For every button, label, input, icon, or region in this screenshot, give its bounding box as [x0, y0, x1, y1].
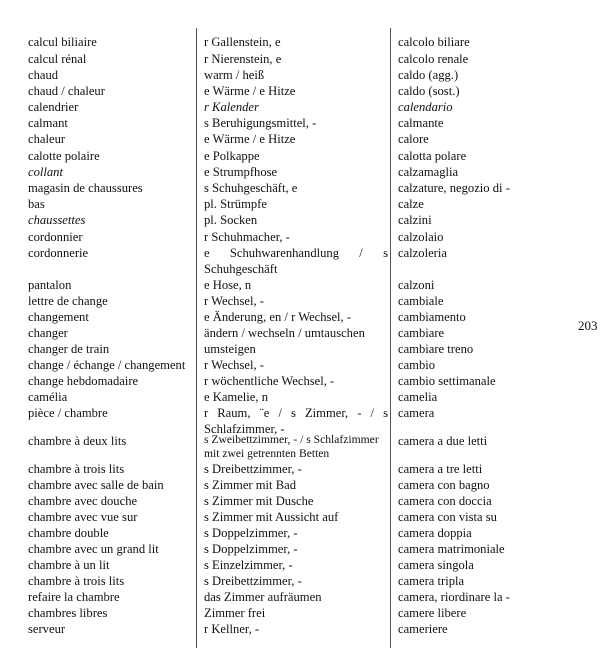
french-term: collant — [28, 165, 63, 179]
french-term: changement — [28, 310, 89, 324]
french-term: calotte polaire — [28, 149, 100, 163]
french-term: chambre à deux lits — [28, 434, 127, 448]
italian-term: cambiare — [398, 326, 445, 340]
german-term: e Änderung, en / r Wechsel, - — [204, 310, 352, 324]
german-term: s Zimmer mit Bad — [204, 478, 296, 492]
german-term: das Zimmer aufräumen — [204, 590, 322, 604]
french-term: chambres libres — [28, 606, 108, 620]
french-term: changer — [28, 326, 68, 340]
italian-term: cambiale — [398, 294, 444, 308]
german-term: s Doppelzimmer, - — [204, 542, 298, 556]
german-term: Zimmer frei — [204, 606, 266, 620]
french-term: chaussettes — [28, 213, 86, 227]
italian-term: cambio settimanale — [398, 374, 496, 388]
german-term: s Doppelzimmer, - — [204, 526, 298, 540]
italian-term: calzamaglia — [398, 165, 459, 179]
italian-term: caldo (sost.) — [398, 84, 460, 98]
german-term: s Schuhgeschäft, e — [204, 181, 298, 195]
italian-term: calore — [398, 132, 429, 146]
german-term: r Wechsel, - — [204, 294, 264, 308]
german-term: s Zweibettzimmer, - / s Schlafzimmer mit zwei getrennten Betten — [204, 433, 379, 460]
german-term: warm / heiß — [204, 68, 265, 82]
italian-term: camelia — [398, 390, 438, 404]
german-term: e Wärme / e Hitze — [204, 84, 296, 98]
french-term: bas — [28, 197, 45, 211]
italian-term: cameriere — [398, 622, 448, 636]
german-term: ändern / wechseln / umtauschen — [204, 326, 365, 340]
german-term: s Zimmer mit Dusche — [204, 494, 314, 508]
italian-term: calcolo renale — [398, 52, 469, 66]
italian-term: camera con bagno — [398, 478, 490, 492]
italian-term: camere libere — [398, 606, 467, 620]
french-term: cordonnerie — [28, 246, 89, 260]
german-term: e Schuhwarenhandlung / s Schuhgeschäft — [204, 246, 388, 277]
french-term: change / échange / changement — [28, 358, 186, 372]
italian-term: camera matrimoniale — [398, 542, 505, 556]
french-term: chaud — [28, 68, 59, 82]
french-term: cordonnier — [28, 230, 83, 244]
column-divider — [390, 28, 391, 648]
italian-term: calzature, negozio di - — [398, 181, 510, 195]
french-term: calendrier — [28, 100, 79, 114]
french-term: chambre à trois lits — [28, 574, 125, 588]
italian-term: camera doppia — [398, 526, 472, 540]
italian-term: cambiare treno — [398, 342, 474, 356]
german-term: r Kellner, - — [204, 622, 260, 636]
german-term: r Wechsel, - — [204, 358, 264, 372]
french-term: chambre double — [28, 526, 109, 540]
french-term: chambre avec un grand lit — [28, 542, 159, 556]
italian-term: calcolo biliare — [398, 35, 470, 49]
german-term: s Dreibettzimmer, - — [204, 462, 302, 476]
french-term: change hebdomadaire — [28, 374, 139, 388]
french-term: changer de train — [28, 342, 110, 356]
german-term: umsteigen — [204, 342, 256, 356]
german-term: r Gallenstein, e — [204, 35, 281, 49]
italian-term: calzoleria — [398, 246, 447, 260]
french-term: lettre de change — [28, 294, 108, 308]
french-term: chaleur — [28, 132, 66, 146]
italian-term: cambio — [398, 358, 436, 372]
french-term: calcul biliaire — [28, 35, 97, 49]
french-term: chambre avec vue sur — [28, 510, 138, 524]
italian-term: caldo (agg.) — [398, 68, 459, 82]
french-term: chaud / chaleur — [28, 84, 105, 98]
italian-term: camera — [398, 406, 435, 420]
german-term: s Beruhigungsmittel, - — [204, 116, 317, 130]
german-term: r Kalender — [204, 100, 259, 114]
german-term: s Einzelzimmer, - — [204, 558, 293, 572]
french-term: serveur — [28, 622, 66, 636]
page-number: 203 — [578, 318, 598, 333]
german-term: e Polkappe — [204, 149, 260, 163]
french-term: chambre avec douche — [28, 494, 138, 508]
french-term: calcul rénal — [28, 52, 87, 66]
italian-term: cambiamento — [398, 310, 466, 324]
italian-term: calzoni — [398, 278, 435, 292]
german-term: r wöchentliche Wechsel, - — [204, 374, 335, 388]
french-term: pièce / chambre — [28, 406, 108, 420]
column-divider — [196, 28, 197, 648]
german-term: e Strumpfhose — [204, 165, 278, 179]
italian-term: calze — [398, 197, 424, 211]
french-term: pantalon — [28, 278, 72, 292]
german-term: pl. Socken — [204, 213, 258, 227]
italian-term: camera a tre letti — [398, 462, 483, 476]
italian-term: camera a due letti — [398, 434, 488, 448]
french-term: chambre à un lit — [28, 558, 110, 572]
french-term: refaire la chambre — [28, 590, 120, 604]
french-term: chambre à trois lits — [28, 462, 125, 476]
italian-term: calzolaio — [398, 230, 444, 244]
french-term: magasin de chaussures — [28, 181, 143, 195]
german-term: r Schuhmacher, - — [204, 230, 290, 244]
french-term: camélia — [28, 390, 68, 404]
italian-term: camera, riordinare la - — [398, 590, 510, 604]
italian-term: camera con doccia — [398, 494, 492, 508]
french-term: calmant — [28, 116, 68, 130]
german-term: s Zimmer mit Aussicht auf — [204, 510, 339, 524]
german-term: r Raum, ¨e / s Zimmer, - / s Schlafzimmer, - — [204, 406, 388, 437]
german-term: e Hose, n — [204, 278, 252, 292]
german-term: s Dreibettzimmer, - — [204, 574, 302, 588]
italian-term: calzini — [398, 213, 432, 227]
italian-term: camera tripla — [398, 574, 465, 588]
french-term: chambre avec salle de bain — [28, 478, 164, 492]
italian-term: calmante — [398, 116, 444, 130]
italian-term: camera singola — [398, 558, 474, 572]
german-term: e Wärme / e Hitze — [204, 132, 296, 146]
german-term: e Kamelie, n — [204, 390, 268, 404]
italian-term: calotta polare — [398, 149, 467, 163]
italian-term: calendario — [398, 100, 453, 114]
german-term: r Nierenstein, e — [204, 52, 282, 66]
german-term: pl. Strümpfe — [204, 197, 267, 211]
italian-term: camera con vista su — [398, 510, 497, 524]
